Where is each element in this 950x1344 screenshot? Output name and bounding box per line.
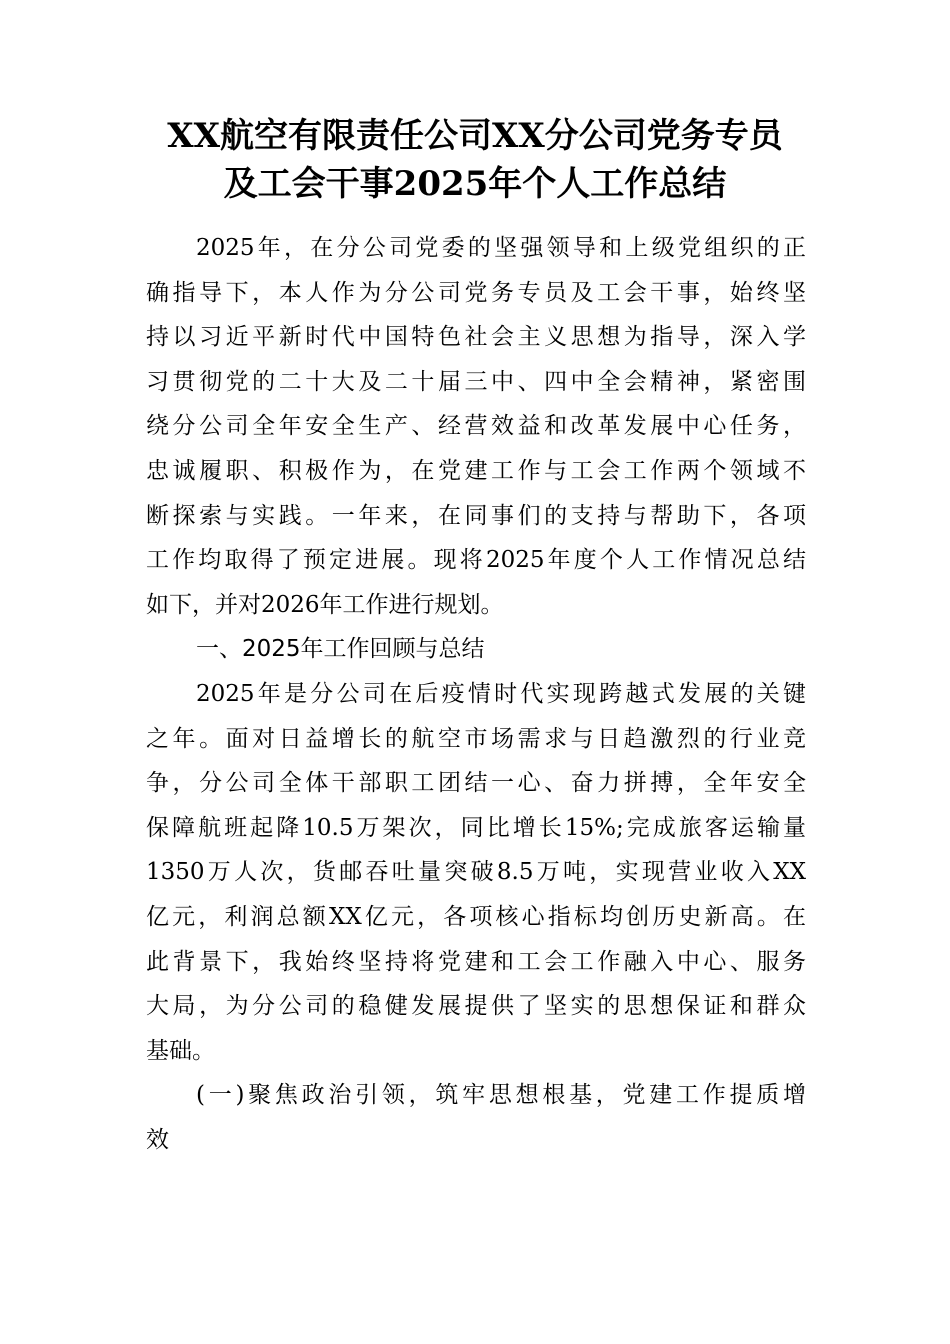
paragraph-line: 如下，并对2026年工作进行规划。 [146,591,504,618]
paragraph-line: 习贯彻党的二十大及二十届三中、四中全会精神，紧密围 [146,368,806,395]
section-heading [146,627,806,672]
paragraph-line: 争，分公司全体干部职工团结一心、奋力拼搏，全年安全 [146,770,806,797]
paragraph-line: 忠诚履职、积极作为，在党建工作与工会工作两个领域不 [146,457,806,484]
paragraph-line: 保障航班起降10.5万架次，同比增长15%;完成旅客运输量 [146,814,806,841]
paragraph-line: 之年。面对日益增长的航空市场需求与日趋激烈的行业竞 [146,725,806,752]
paragraph-line: 断探索与实践。一年来，在同事们的支持与帮助下，各项 [146,502,806,529]
title-line-1: XX航空有限责任公司XX分公司党务专员 [167,116,783,156]
paragraph-line: 持以习近平新时代中国特色社会主义思想为指导，深入学 [146,324,806,351]
section-heading-text: 一、2025年工作回顾与总结 [196,636,485,663]
subsection-heading [146,1073,806,1162]
paragraph-line: 此背景下，我始终坚持将党建和工会工作融入中心、服务 [146,948,806,975]
paragraph-line: 亿元，利润总额XX亿元，各项核心指标均创历史新高。在 [146,903,806,930]
paragraph-line: 基础。 [146,1037,215,1064]
paragraph-line: 2025年是分公司在后疫情时代实现跨越式发展的关键 [196,680,806,707]
paragraph-line: 2025年，在分公司党委的坚强领导和上级党组织的正 [196,235,806,261]
paragraph-line: 确指导下，本人作为分公司党务专员及工会干事，始终坚 [146,279,806,306]
paragraph-line: 大局，为分公司的稳健发展提供了坚实的思想保证和群众 [146,993,806,1020]
paragraph-line: 绕分公司全年安全生产、经营效益和改革发展中心任务， [146,413,806,440]
document-title [0,112,950,208]
paragraph-line: 工作均取得了预定进展。现将2025年度个人工作情况总结 [146,547,806,574]
review-paragraph [146,672,806,1073]
subsection-heading-text: 效 [146,1126,169,1153]
intro-paragraph [146,226,806,627]
document-body [146,226,806,1162]
paragraph-line: 1350万人次，货邮吞吐量突破8.5万吨，实现营业收入XX [146,859,806,886]
subsection-heading-text: (一)聚焦政治引领，筑牢思想根基，党建工作提质增 [196,1082,806,1109]
title-line-2: 及工会干事2025年个人工作总结 [223,164,727,204]
